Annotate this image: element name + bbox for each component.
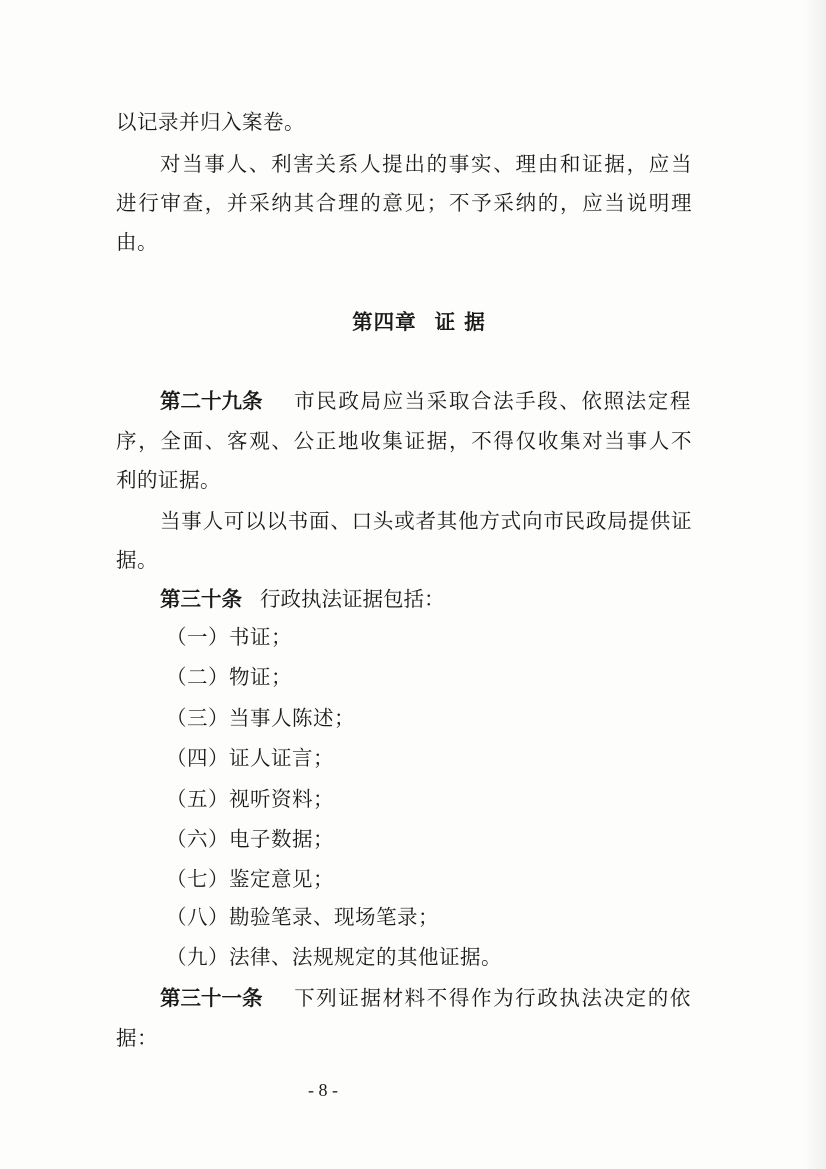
article-31-first-line: [160, 985, 692, 1011]
list-item: （三）当事人陈述；: [166, 706, 355, 730]
list-item: （九）法律、法规规定的其他证据。: [166, 945, 502, 969]
article-30-heading: 第三十条: [160, 587, 242, 611]
text-line: 序，全面、客观、公正地收集证据，不得仅收集对当事人不: [116, 429, 692, 453]
article-29-text: 市民政局应当采取合法手段、依照法定程: [294, 389, 692, 413]
list-item: （五）视听资料；: [166, 787, 334, 811]
page-number: - 8 -: [308, 1080, 338, 1100]
text-line: 当事人可以以书面、口头或者其他方式向市民政局提供证: [160, 509, 692, 533]
text-line: 利的证据。: [116, 468, 221, 492]
chapter-number: 第四章: [352, 310, 417, 334]
list-item: （七）鉴定意见；: [166, 867, 334, 891]
chapter-title: 证 据: [434, 310, 486, 334]
list-item: （一）书证；: [166, 625, 292, 649]
article-29-heading: 第二十九条: [160, 389, 263, 413]
article-31-heading: 第三十一条: [160, 986, 263, 1010]
text-line: 对当事人、利害关系人提出的事实、理由和证据，应当: [160, 152, 692, 176]
article-31-text: 下列证据材料不得作为行政执法决定的依: [294, 986, 692, 1010]
text-line: 进行审查，并采纳其合理的意见；不予采纳的，应当说明理: [116, 191, 692, 215]
text-line: 以记录并归入案卷。: [116, 110, 305, 134]
list-item: （八）勘验笔录、现场笔录；: [166, 905, 439, 929]
list-item: （六）电子数据；: [166, 827, 334, 851]
text-line: 据。: [116, 548, 158, 572]
article-30-text: 行政执法证据包括：: [260, 587, 445, 611]
text-line: 由。: [116, 230, 158, 254]
list-item: （二）物证；: [166, 665, 292, 689]
article-30-first-line: [160, 586, 445, 612]
list-item: （四）证人证言；: [166, 746, 334, 770]
text-line: 据：: [116, 1026, 158, 1050]
article-29-first-line: [160, 388, 692, 414]
chapter-heading: [0, 309, 826, 335]
